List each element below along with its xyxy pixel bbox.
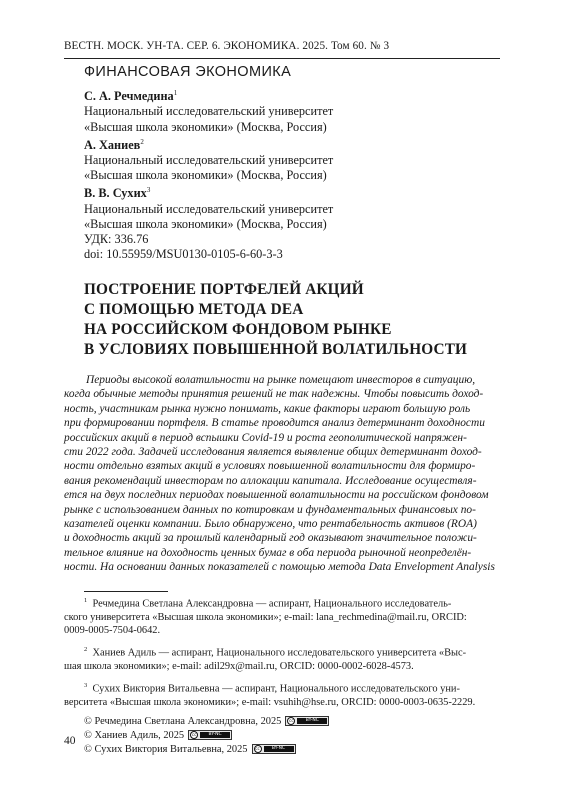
footnote-mark: 1 <box>173 89 178 97</box>
footnote-mark: 2 <box>140 137 144 146</box>
abstract-line: рынке с использованием данных по котировкам и фундаментальных финансовых по- <box>64 503 476 516</box>
footnote-line: Сухих Виктория Витальевна — аспирант, Национального исследовательского уни- <box>92 683 460 695</box>
copyright-line: © Сухих Виктория Витальевна, 2025 cc BY-NC <box>64 743 500 757</box>
author-affiliation: «Высшая школа экономики» (Москва, Россия) <box>84 168 327 183</box>
license-label: BY-NC <box>264 746 294 752</box>
footnote-line: ского университета «Высшая школа экономики»; e-mail: lana_rechmedina@mail.ru, ORCID: <box>64 611 467 623</box>
footnote-line: шая школа экономики»; e-mail: adil29x@mail.ru, ORCID: 0000-0002-6028-4573. <box>64 660 414 672</box>
footnote-mark: 1 <box>84 597 88 604</box>
abstract-line: когда обычные методы принятия решений не так надежны. Чтобы повысить доход- <box>64 388 484 401</box>
footnote-line: Речмедина Светлана Александровна — аспирант, Национального исследователь- <box>92 598 452 610</box>
udc-code: УДК: 336.76 <box>84 232 149 247</box>
abstract-line: ность, участникам рынка нужно понимать, какие факторы играют большую роль <box>64 402 471 415</box>
abstract-line: ности отдельно взятых акций в условиях повышенной волатильности для формиро- <box>64 460 476 473</box>
footnote-line: верситета «Высшая школа экономики»; e-mail: vsuhih@hse.ru, ORCID: 0000-0003-0635-2229. <box>64 696 476 708</box>
abstract-line: Периоды высокой волатильности на рынке помещают инвесторов в ситуацию, <box>86 374 476 386</box>
cc-license-badge[interactable] <box>285 716 329 726</box>
footnote <box>64 643 500 673</box>
abstract-line: российских акций в период вспышки Covid-19 и роста геополитической напряжен- <box>64 431 467 444</box>
abstract-line: ности. На основании данных показателей с помощью метода Data Envelopment Analysis <box>64 561 495 574</box>
cc-icon: cc <box>191 732 197 738</box>
title-line: НА РОССИЙСКОМ ФОНДОВОМ РЫНКЕ <box>84 321 392 338</box>
header-rule <box>64 58 500 59</box>
copyright-line: © Ханиев Адиль, 2025 cc BY-NC <box>64 729 500 743</box>
footnote-mark: 2 <box>84 646 88 654</box>
author-name: С. А. Речмедина$^1$ <box>84 89 178 104</box>
footnote <box>64 679 500 709</box>
cc-icon: cc <box>255 746 260 752</box>
author-name: А. Ханиев$^2$ <box>84 137 144 152</box>
copyright-line: © Речмедина Светлана Александровна, 2025 cc BY-NC <box>64 715 500 729</box>
author-affiliation: Национальный исследовательский университет <box>84 153 334 167</box>
footnote-line: Ханиев Адиль — аспирант, Национального исследовательского университета «Выс- <box>92 647 467 659</box>
page-number: 40 <box>64 735 76 747</box>
author-block <box>84 86 504 263</box>
cc-license-badge[interactable] <box>188 730 232 740</box>
author-affiliation: Национальный исследовательский университет <box>84 201 334 216</box>
abstract-line: при формировании портфеля. В статье проводится анализ детерминант доходности <box>64 417 485 430</box>
footnote-mark: 3 <box>84 681 88 689</box>
abstract-line: сти 2022 года. Задачей исследования является выявление общих детерминант доход- <box>64 446 482 459</box>
author-affiliation: Национальный исследовательский университет <box>84 104 334 119</box>
author-entry <box>84 135 504 184</box>
footnote-mark: 3 <box>146 186 151 195</box>
cc-license-badge[interactable] <box>252 744 296 754</box>
abstract-line: казателей оценки компании. Было обнаружено, что рентабельность активов (ROA) <box>64 518 477 531</box>
doi-link[interactable]: doi: 10.55959/MSU0130-0105-6-60-3-3 <box>84 247 283 262</box>
license-label: BY-NC <box>297 718 327 724</box>
title-line: С ПОМОЩЬЮ МЕТОДА DEA <box>84 301 304 318</box>
footnote <box>64 594 500 637</box>
abstract-line: ется на двух последних периодах повышенной волатильности на российском фондовом <box>64 489 489 502</box>
section-heading: ФИНАНСОВАЯ ЭКОНОМИКА <box>84 64 292 80</box>
cc-icon: cc <box>289 718 294 724</box>
title-line: ПОСТРОЕНИЕ ПОРТФЕЛЕЙ АКЦИЙ <box>84 281 364 298</box>
abstract-line: вания рекомендаций инвесторам по аллокации капитала. Исследование осуществля- <box>64 474 477 487</box>
author-entry <box>84 86 504 135</box>
running-header: ВЕСТН. МОСК. УН-ТА. СЕР. 6. ЭКОНОМИКА. 2025. Том 60. № 3 <box>64 40 390 52</box>
title-line: В УСЛОВИЯХ ПОВЫШЕННОЙ ВОЛАТИЛЬНОСТИ <box>84 341 468 358</box>
footnotes <box>64 594 500 757</box>
abstract-line: и доходность акций за прошлый календарный год оказывают значительное положи- <box>64 532 477 545</box>
author-entry <box>84 183 504 232</box>
footnote-rule <box>84 591 168 592</box>
footnote-line: 0009-0005-7504-0642. <box>64 624 161 636</box>
author-name: В. В. Сухих$^3$ <box>84 186 151 201</box>
author-affiliation: «Высшая школа экономики» (Москва, Россия) <box>84 216 327 231</box>
license-label: BY-NC <box>200 732 230 738</box>
abstract <box>64 373 500 575</box>
abstract-line: тельное влияние на доходность ценных бумаг в оба периода рыночной неопределён- <box>64 546 472 559</box>
author-affiliation: «Высшая школа экономики» (Москва, Россия) <box>84 119 327 134</box>
article-title <box>84 280 514 360</box>
